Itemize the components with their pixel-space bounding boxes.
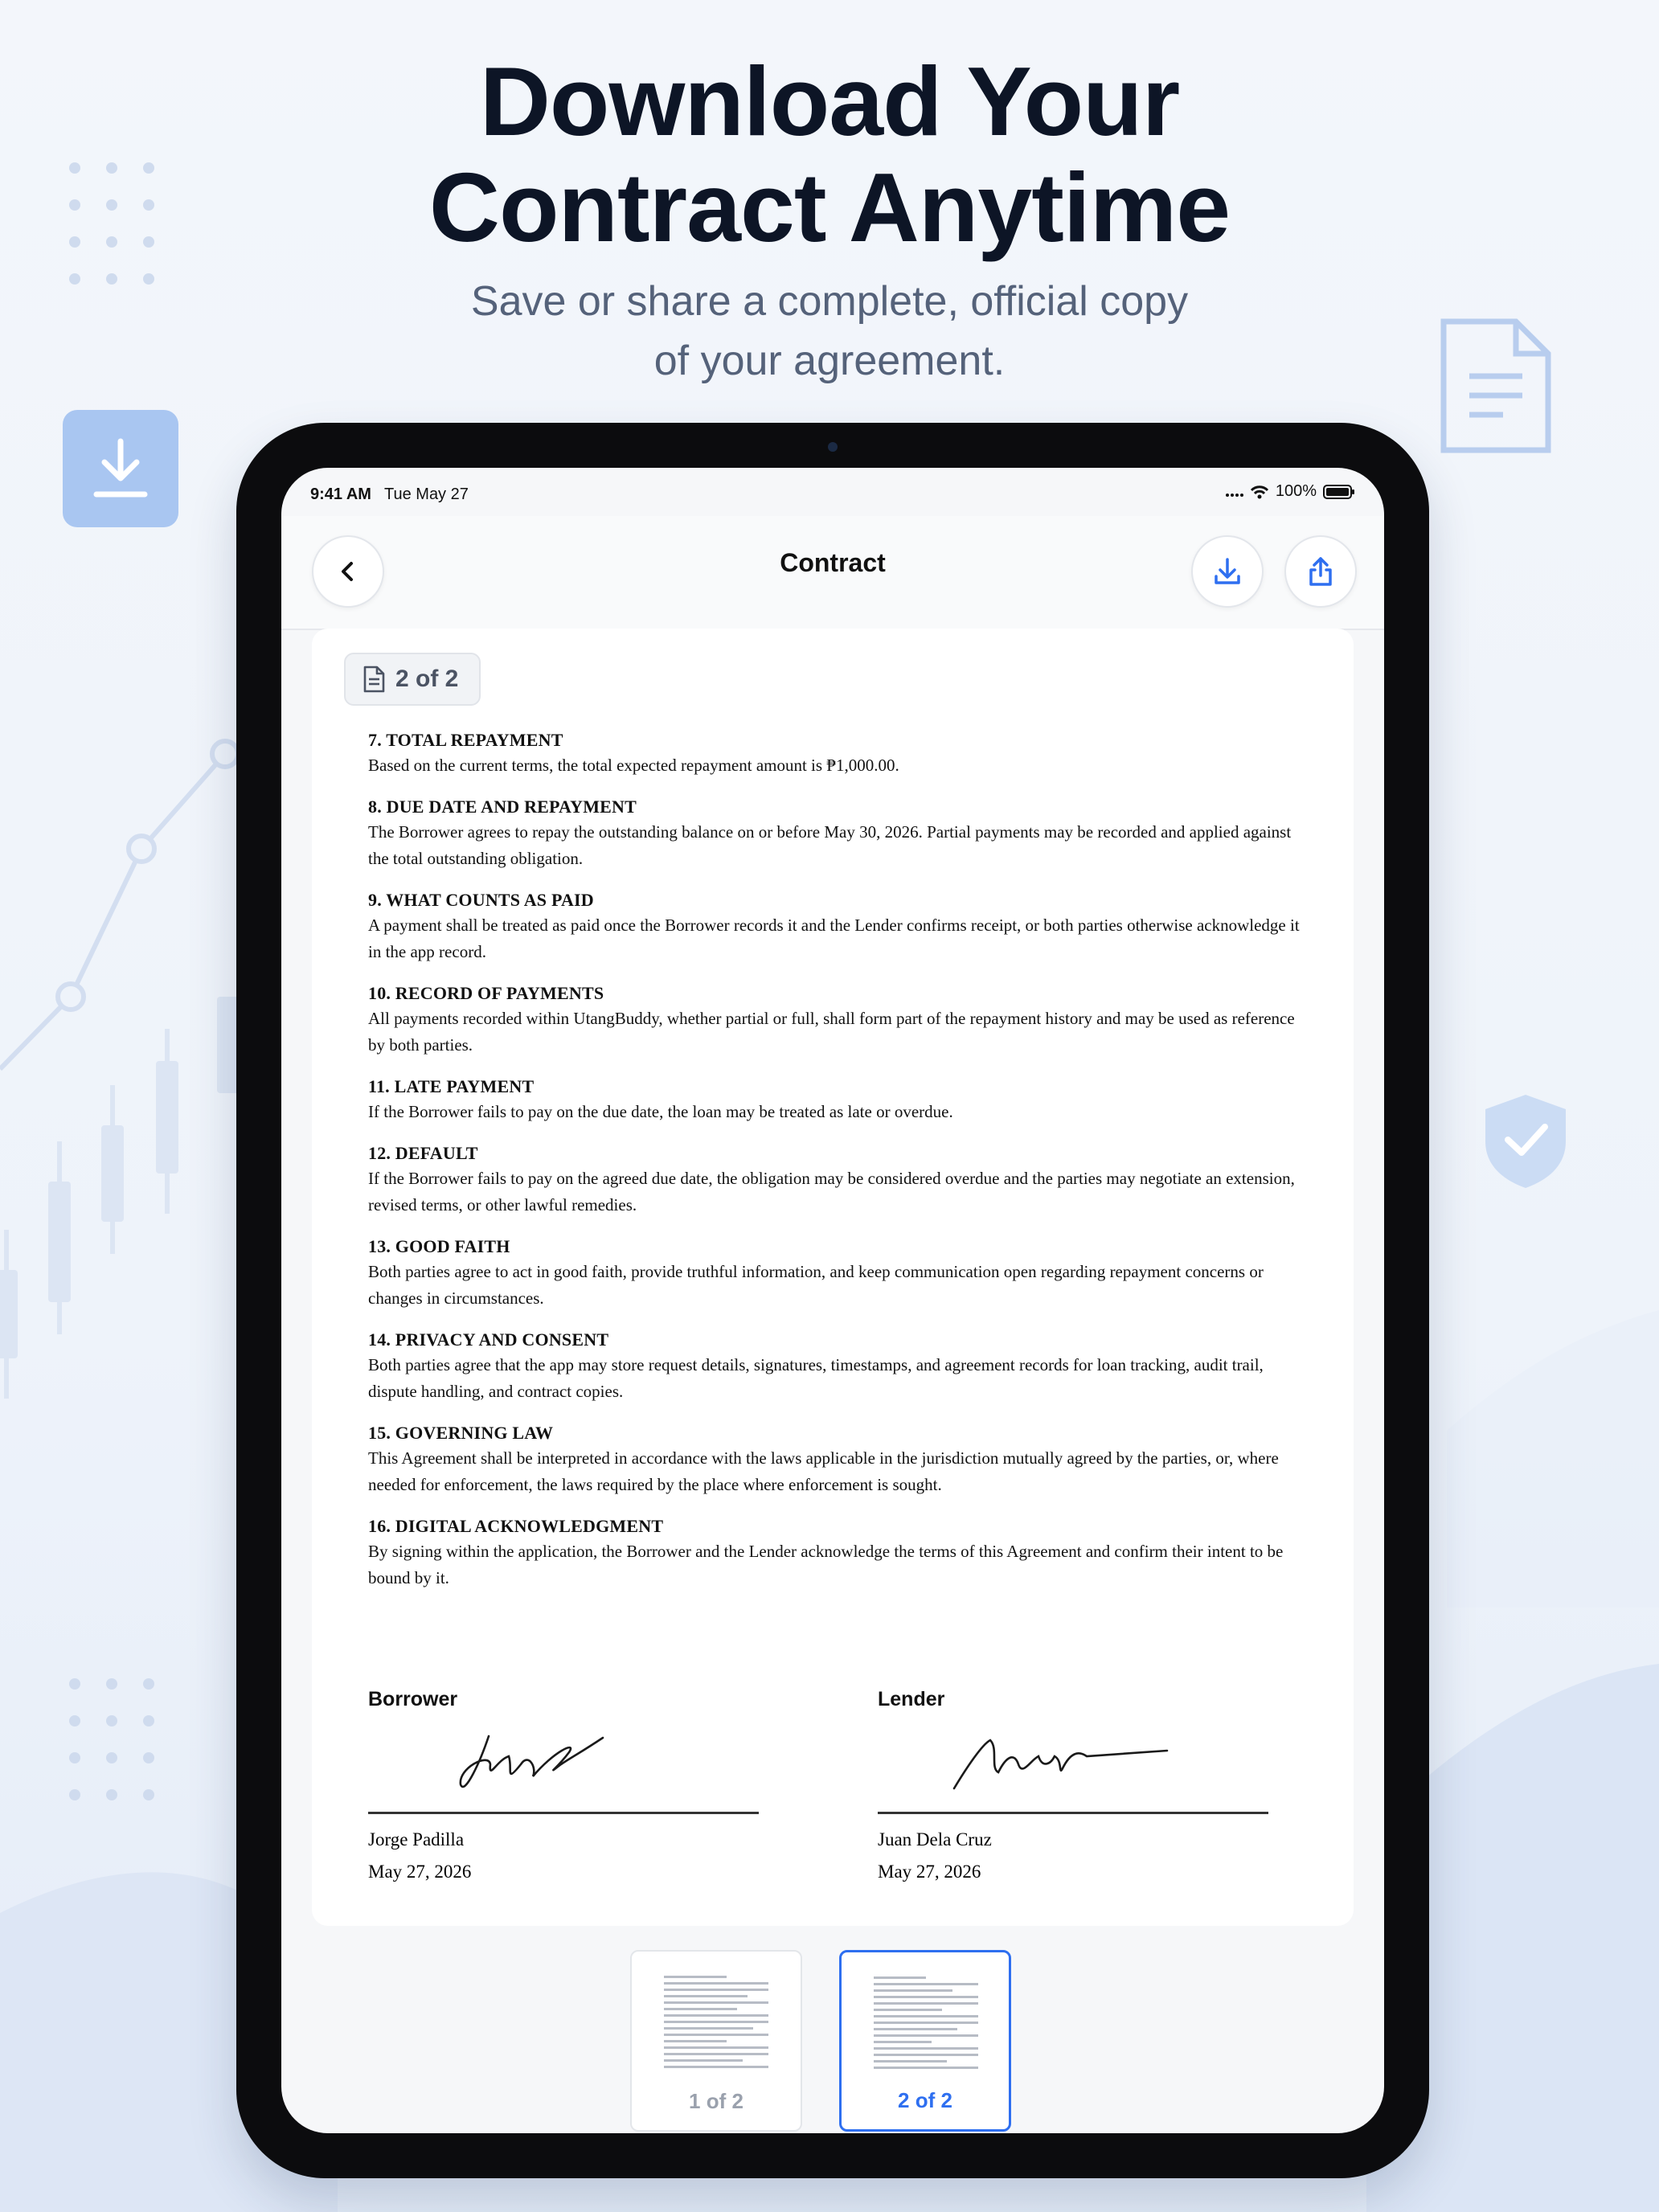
share-button[interactable] (1284, 535, 1357, 608)
dot-grid-bottom (69, 1678, 154, 1800)
section-body: Based on the current terms, the total expected repayment amount is ₱1,000.00. (368, 756, 899, 775)
lender-signature-block (878, 1688, 1268, 1882)
lender-signature-line (878, 1812, 1268, 1814)
borrower-name: Jorge Padilla (368, 1829, 465, 1849)
battery-icon (1323, 485, 1355, 499)
borrower-signature (368, 1720, 759, 1809)
section-title: 9. WHAT COUNTS AS PAID (368, 890, 594, 910)
page-indicator-text: 2 of 2 (395, 666, 459, 692)
status-bar (281, 468, 1384, 516)
section-11 (368, 1075, 1301, 1125)
cellular-icon (1226, 487, 1243, 497)
section-12 (368, 1141, 1301, 1219)
download-button[interactable] (1191, 535, 1264, 608)
section-body: If the Borrower fails to pay on the agreed due date, the obligation may be considered overdue and the parties may negotiate an extension, revised terms, or other lawful remedies. (368, 1169, 1295, 1215)
section-body: All payments recorded within UtangBuddy, whether partial or full, shall form part of the repayment history and may be used as reference by both parties. (368, 1009, 1295, 1055)
contract-page[interactable] (312, 629, 1354, 1926)
section-16 (368, 1514, 1301, 1591)
section-title: 15. GOVERNING LAW (368, 1423, 554, 1443)
section-title: 8. DUE DATE AND REPAYMENT (368, 797, 637, 817)
hero-subtitle-line1: Save or share a complete, official copy (470, 278, 1189, 325)
section-9 (368, 888, 1301, 965)
camera-dot (828, 442, 838, 452)
thumbnail-label: 1 of 2 (689, 2089, 743, 2113)
share-icon (1305, 555, 1337, 588)
section-10 (368, 981, 1301, 1059)
hero-title-line2: Contract Anytime (428, 153, 1231, 262)
section-body: Both parties agree that the app may store request details, signatures, timestamps, and agreement records for loan tracking, audit trail, dispute handling, and contract copies. (368, 1355, 1264, 1401)
borrower-signature-block (368, 1688, 759, 1882)
thumbnail-preview (664, 1976, 768, 2072)
section-title: 10. RECORD OF PAYMENTS (368, 983, 604, 1003)
borrower-label: Borrower (368, 1688, 458, 1710)
section-15 (368, 1421, 1301, 1498)
section-body: This Agreement shall be interpreted in accordance with the laws applicable in the jurisdiction mutually agreed by the parties, or, where needed for enforcement, the laws required by the place where enforcement is sought. (368, 1448, 1279, 1494)
page-thumbnail-1[interactable] (630, 1950, 802, 2132)
document-icon (362, 666, 386, 693)
section-body: A payment shall be treated as paid once the Borrower records it and the Lender confirms receipt, or both parties otherwise acknowledge it in the app record. (368, 916, 1300, 961)
lender-name: Juan Dela Cruz (878, 1829, 992, 1849)
download-tile-icon (63, 410, 178, 527)
section-title: 11. LATE PAYMENT (368, 1076, 535, 1096)
section-body: If the Borrower fails to pay on the due date, the loan may be treated as late or overdue. (368, 1102, 953, 1121)
lender-date: May 27, 2026 (878, 1862, 981, 1882)
nav-title: Contract (780, 548, 886, 577)
status-indicators (1226, 482, 1355, 501)
section-title: 12. DEFAULT (368, 1143, 478, 1163)
page-thumbnail-2[interactable] (839, 1950, 1011, 2132)
borrower-date: May 27, 2026 (368, 1862, 472, 1882)
section-14 (368, 1328, 1301, 1405)
app-screen (281, 468, 1384, 2133)
borrower-signature-line (368, 1812, 759, 1814)
contract-text (368, 728, 1301, 1608)
download-icon (1211, 555, 1243, 588)
nav-bar (281, 516, 1384, 630)
signature-area (368, 1688, 1301, 1897)
section-13 (368, 1235, 1301, 1312)
hero-title-line1: Download Your (479, 47, 1180, 156)
wifi-icon (1250, 485, 1269, 499)
section-title: 7. TOTAL REPAYMENT (368, 730, 563, 750)
section-body: The Borrower agrees to repay the outstanding balance on or before May 30, 2026. Partial payments may be recorded and applied against the total outstanding obligation. (368, 822, 1292, 868)
page-thumbnails (281, 1939, 1384, 2132)
lender-label: Lender (878, 1688, 945, 1710)
section-title: 14. PRIVACY AND CONSENT (368, 1329, 609, 1350)
hero-subtitle-line2: of your agreement. (653, 338, 1006, 384)
thumbnail-preview (874, 1976, 978, 2073)
battery-percent: 100% (1275, 482, 1317, 500)
section-7 (368, 728, 1301, 779)
status-time: 9:41 AM (310, 485, 371, 503)
tablet-device (236, 423, 1429, 2178)
section-title: 13. GOOD FAITH (368, 1236, 510, 1256)
section-title: 16. DIGITAL ACKNOWLEDGMENT (368, 1516, 664, 1536)
page-indicator (344, 653, 481, 706)
section-8 (368, 795, 1301, 872)
section-body: Both parties agree to act in good faith, provide truthful information, and keep communication open regarding repayment concerns or changes in circumstances. (368, 1262, 1264, 1308)
thumbnail-label: 2 of 2 (898, 2088, 952, 2112)
status-date: Tue May 27 (384, 485, 469, 503)
lender-signature (878, 1720, 1268, 1809)
section-body: By signing within the application, the Borrower and the Lender acknowledge the terms of this Agreement and confirm their intent to be bound by it. (368, 1542, 1284, 1587)
